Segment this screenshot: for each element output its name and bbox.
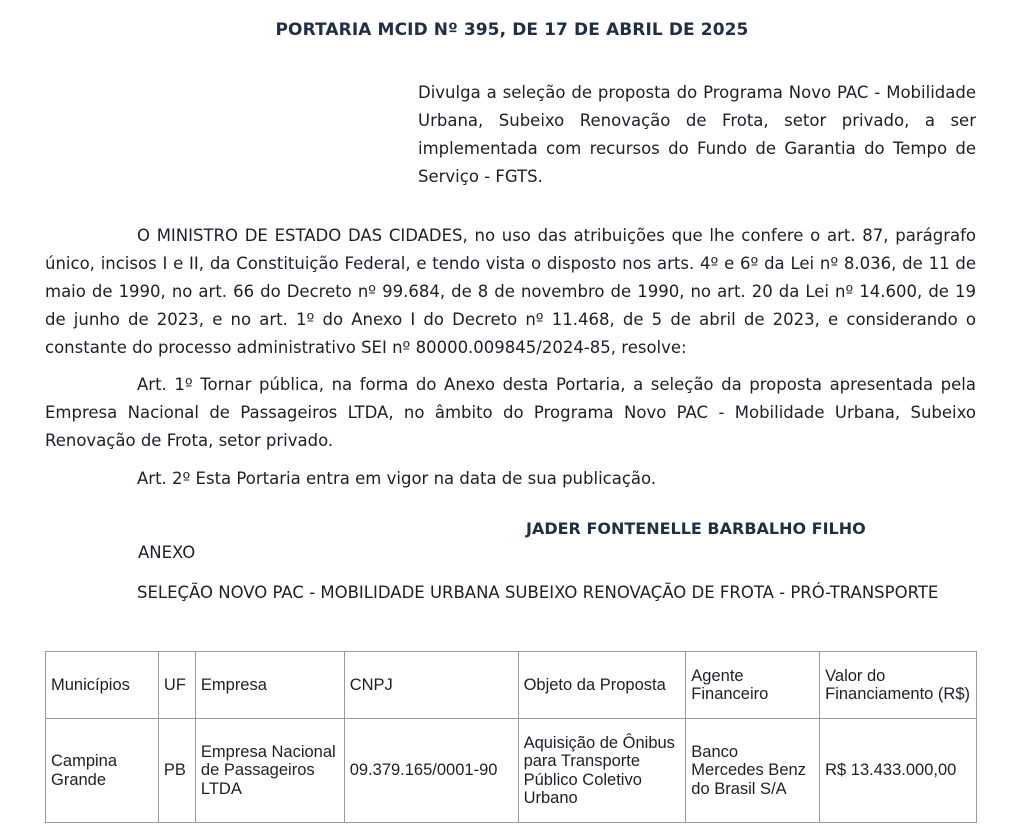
table-cell: Empresa Nacional de Passageiros LTDA — [195, 719, 344, 823]
anexo-label: ANEXO — [138, 543, 196, 562]
table-header-cell: UF — [158, 652, 195, 719]
table-header-cell: CNPJ — [344, 652, 518, 719]
ementa: Divulga a seleção de proposta do Programa Novo PAC - Mobilidade Urbana, Subeixo Renovação de Frota, setor privado, a ser implementada com recursos do Fundo de Garantia do Tempo de Serviço - FGTS. — [418, 83, 976, 186]
preamble-text: O MINISTRO DE ESTADO DAS CIDADES, no uso das atribuições que lhe confere o art. 87, parágrafo único, incisos I e II, da Constituição Federal, e tendo vista o disposto nos arts. 4º e 6º da Lei nº 8.036, de 11 de maio de 1990, no art. 66 do Decreto nº 99.684, de 8 de novembro de 1990, no art. 20 da Lei nº 14.600, de 19 de junho de 2023, e no art. 1º do Anexo I do Decreto nº 11.468, de 5 de abril de 2023, e considerando o constante do processo administrativo SEI nº 80000.009845/2024-85, resolve: — [45, 226, 976, 357]
article-1-text: Art. 1º Tornar pública, na forma do Anexo desta Portaria, a seleção da proposta apresentada pela Empresa Nacional de Passageiros LTDA, no âmbito do Programa Novo PAC - Mobilidade Urbana, Subeixo Renovação de Frota, setor privado. — [45, 375, 976, 450]
table-cell: Aquisição de Ônibus para Transporte Público Coletivo Urbano — [518, 719, 686, 823]
preamble-paragraph — [45, 222, 976, 362]
signer-name: JADER FONTENELLE BARBALHO FILHO — [526, 519, 866, 538]
table-cell: Campina Grande — [46, 719, 159, 823]
table-cell: R$ 13.433.000,00 — [820, 719, 977, 823]
table-header-cell: Empresa — [195, 652, 344, 719]
table-header-cell: Municípios — [46, 652, 159, 719]
article-2 — [45, 465, 976, 493]
anexo-table — [45, 651, 977, 823]
table-header-cell: Agente Financeiro — [686, 652, 820, 719]
table-cell: 09.379.165/0001-90 — [344, 719, 518, 823]
table-cell: PB — [158, 719, 195, 823]
table-row — [46, 719, 977, 823]
article-2-text: Art. 2º Esta Portaria entra em vigor na data de sua publicação. — [137, 469, 657, 488]
table-cell: Banco Mercedes Benz do Brasil S/A — [686, 719, 820, 823]
table-header-cell: Objeto da Proposta — [518, 652, 686, 719]
table-header-cell: Valor do Financiamento (R$) — [820, 652, 977, 719]
selecao-text: SELEÇÃO NOVO PAC - MOBILIDADE URBANA SUBEIXO RENOVAÇÃO DE FROTA - PRÓ-TRANSPORTE — [137, 583, 939, 602]
document-title: PORTARIA MCID Nº 395, DE 17 DE ABRIL DE 2025 — [275, 20, 749, 40]
article-1 — [45, 371, 976, 455]
table-header-row — [46, 652, 977, 719]
selecao-heading — [45, 579, 976, 607]
